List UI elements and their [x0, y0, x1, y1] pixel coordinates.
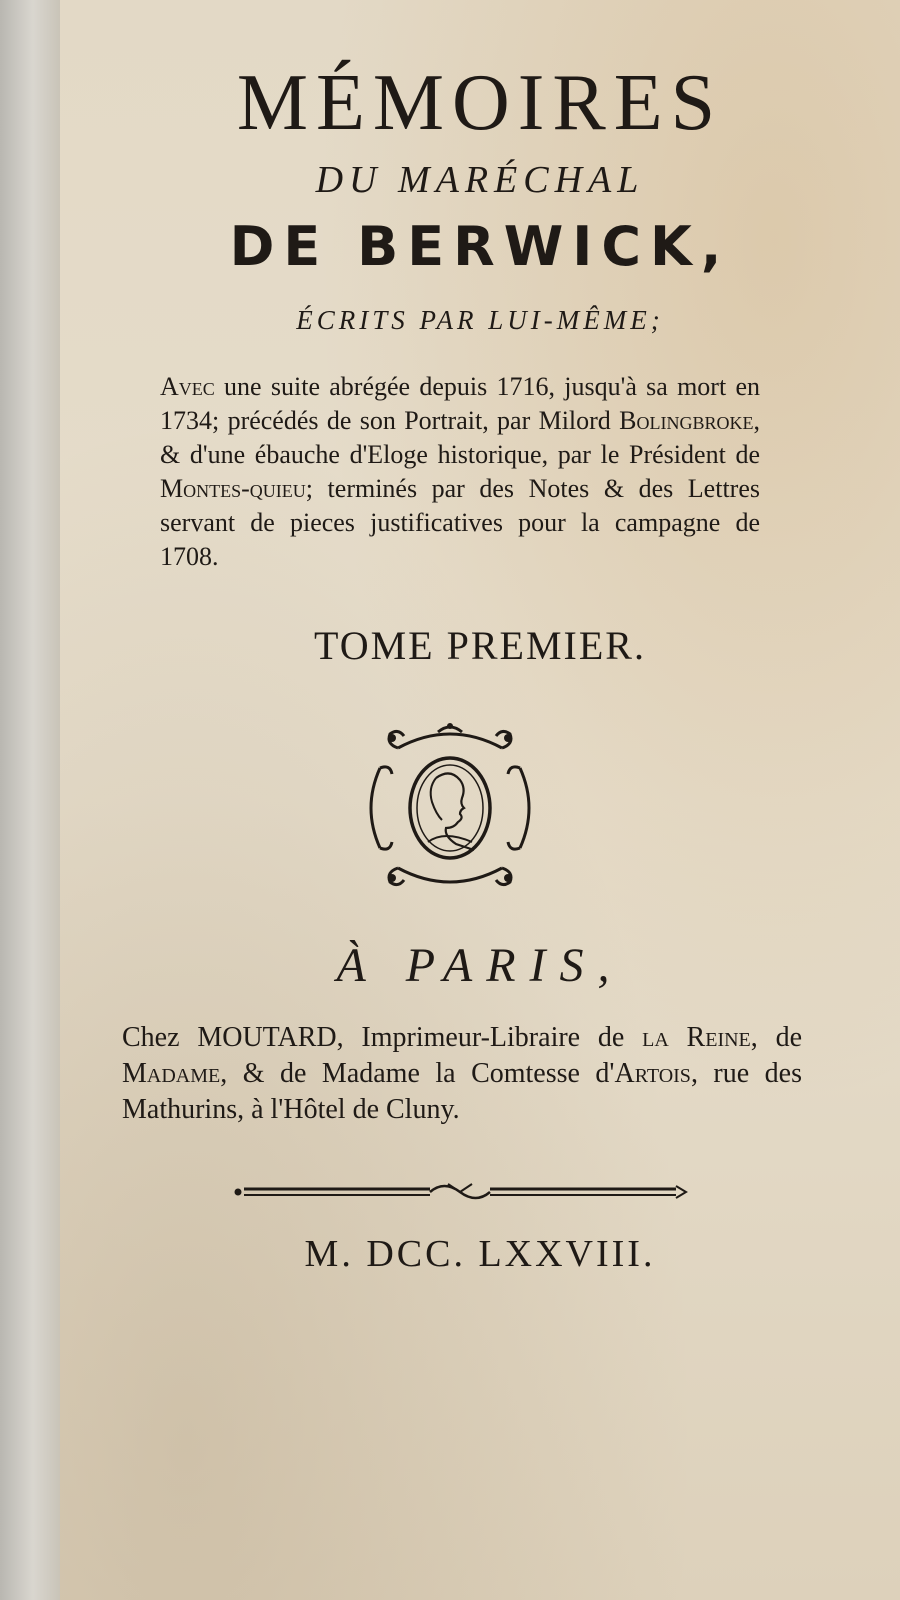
subtitle-berwick: DE BERWICK, [229, 215, 731, 278]
desc-text: , & d'une ébauche d'Eloge historique, par le Président de M [160, 406, 760, 503]
desc-smallcaps: vec [178, 372, 215, 401]
desc-smallcaps: ontes-quieu [183, 474, 306, 503]
book-title: MÉMOIRES [236, 59, 724, 147]
imprint-smallcaps: la Reine [642, 1022, 751, 1053]
desc-smallcaps: olingbroke [636, 406, 754, 435]
imprint-text: Chez MOUTARD, Imprimeur-Libraire de [122, 1022, 643, 1053]
imprint-text: , & de Madame la Comtesse d'A [220, 1058, 635, 1089]
ornamental-rule-icon [230, 1180, 690, 1208]
description-paragraph [160, 370, 760, 574]
desc-text: ; terminés par des Notes & des Lettres servant de pieces justificatives pour la campagne de 1708. [160, 474, 760, 571]
volume-label: TOME PREMIER. [314, 623, 646, 668]
imprint-smallcaps: rtois [634, 1058, 691, 1089]
subtitle-marechal: DU MARÉCHAL [315, 159, 645, 201]
imprint-text: , rue des Mathurins, à l'Hôtel de Cluny. [122, 1058, 802, 1125]
authorship-line: ÉCRITS PAR LUI-MÊME; [296, 305, 664, 335]
desc-text: une suite abrégée depuis 1716, jusqu'à sa mort en 1734; précédés de son Portrait, par Milord B [160, 372, 760, 435]
title-page [60, 0, 900, 1600]
desc-text: A [160, 372, 179, 401]
publication-date: M. DCC. LXXVIII. [304, 1233, 656, 1275]
imprint-smallcaps: adame [146, 1058, 221, 1089]
imprint-text: , de M [122, 1022, 802, 1089]
facing-page-edge [0, 0, 62, 1600]
publisher-imprint [122, 1020, 802, 1128]
place-of-publication: À PARIS, [336, 939, 624, 992]
portrait-medallion-icon [358, 718, 542, 902]
